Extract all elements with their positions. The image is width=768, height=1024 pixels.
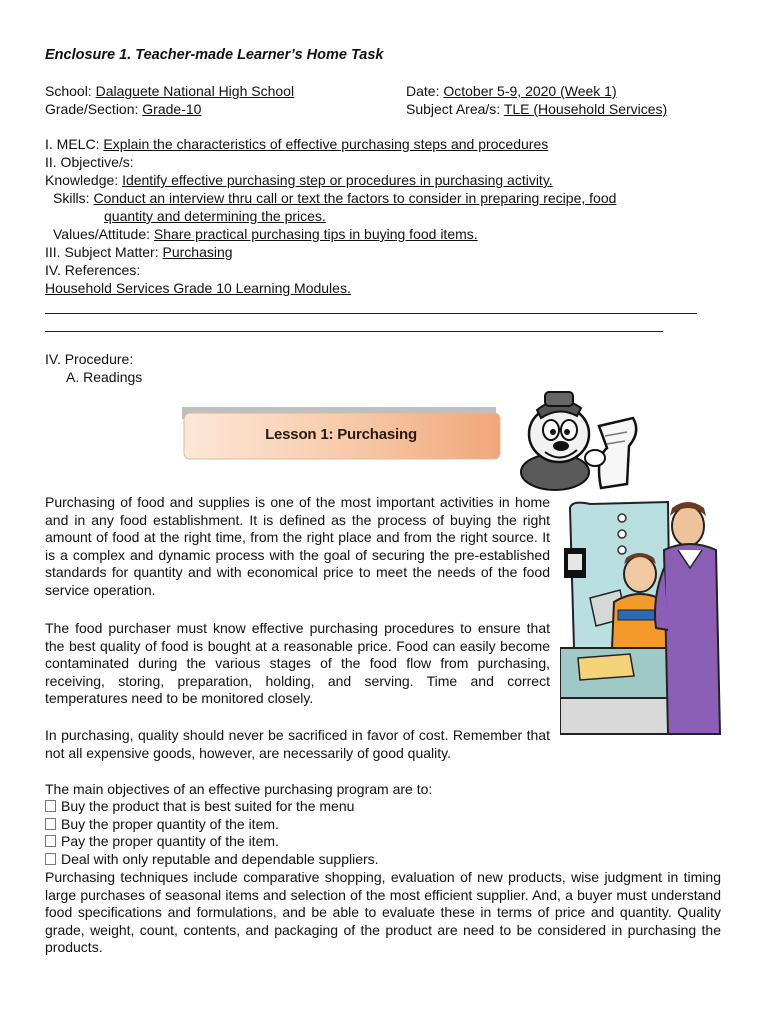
document-title: Enclosure 1. Teacher-made Learner’s Home Task (45, 47, 384, 63)
checkbox-icon (45, 835, 56, 847)
values-label: Values/Attitude: (53, 226, 154, 242)
date-row (406, 82, 617, 100)
values-value: Share practical purchasing tips in buying food items. (153, 226, 478, 242)
grade-label: Grade/Section: (45, 101, 143, 117)
list-item: Buy the proper quantity of the item. (45, 816, 279, 834)
knowledge-label: Knowledge: (45, 172, 123, 188)
subject-matter-value: Purchasing (162, 244, 233, 260)
references-heading: IV. References: (45, 262, 141, 278)
references-value: Household Services Grade 10 Learning Modules. (45, 280, 351, 296)
school-row (45, 82, 294, 100)
paragraph-techniques: Purchasing techniques include comparative shopping, evaluation of new products, wise judgment in timing large purchases of seasonal items and selection of the most efficient supplier. And, a buyer must understand food specifications and formulations, and be able to evaluate these in terms of price and quantity. Quality grade, weight, count, contents, and packaging of the product are need to be considered in purchasing the products. (45, 869, 721, 956)
melc-value: Explain the characteristics of effective purchasing steps and procedures (103, 136, 549, 152)
blank-rule-2 (45, 331, 663, 332)
skills-value-1: Conduct an interview thru call or text the factors to consider in preparing recipe, food (93, 190, 617, 206)
paragraph-objectives-intro: The main objectives of an effective purchasing program are to: (45, 781, 433, 797)
date-value: October 5-9, 2020 (Week 1) (443, 83, 617, 99)
subject-value: TLE (Household Services) (503, 101, 668, 117)
skills-row (53, 189, 616, 207)
list-item: Buy the product that is best suited for the menu (45, 798, 354, 816)
skills-value-2: quantity and determining the prices. (104, 208, 326, 224)
values-row (53, 225, 478, 243)
checkbox-icon (45, 853, 56, 865)
objectives-heading: II. Objective/s: (45, 154, 134, 170)
paragraph-definition: Purchasing of food and supplies is one of the most important activities in home and in any food establishment. It is defined as the process of buying the right amount of food at the right time, from the right place and from the right source. It is a complex and dynamic process with the goal of securing the pre-established standards for quantity and with economical price to meet the needs of the food service operation. (45, 494, 550, 598)
checkbox-icon (45, 818, 56, 830)
paragraph-procedures: The food purchaser must know effective purchasing procedures to ensure that the best quality of food is bought at a reasonable price. Food can easily become contaminated during the various stages of the food flow from purchasing, receiving, storing, preparation, holding, and serving. Time and correct temperatures need to be monitored closely. (45, 620, 550, 707)
skills-label: Skills: (53, 190, 94, 206)
subject-row (406, 100, 667, 118)
subject-matter-row (45, 243, 233, 261)
list-item: Deal with only reputable and dependable suppliers. (45, 851, 379, 869)
date-label: Date: (406, 83, 444, 99)
shopping-clerk-image (560, 498, 722, 738)
lesson-banner-text: Lesson 1: Purchasing (265, 425, 417, 443)
grade-row (45, 100, 201, 118)
knowledge-value: Identify effective purchasing step or procedures in purchasing activity. (122, 172, 553, 188)
procedure-sub: A. Readings (66, 369, 143, 385)
blank-rule-1 (45, 313, 697, 314)
school-label: School: (45, 83, 96, 99)
subject-label: Subject Area/s: (406, 101, 504, 117)
procedure-heading: IV. Procedure: (45, 351, 134, 367)
school-value: Dalaguete National High School (95, 83, 295, 99)
paragraph-quality: In purchasing, quality should never be sacrificed in favor of cost. Remember that not all expensive goods, however, are necessarily of good quality. (45, 727, 550, 761)
checkbox-icon (45, 800, 56, 812)
grade-value: Grade-10 (142, 101, 202, 117)
lesson-banner (180, 405, 502, 463)
melc-row (45, 135, 548, 153)
knowledge-row (45, 171, 553, 189)
melc-label: I. MELC: (45, 136, 104, 152)
list-item: Pay the proper quantity of the item. (45, 833, 279, 851)
cartoon-mascot-image (515, 388, 647, 492)
subject-matter-label: III. Subject Matter: (45, 244, 163, 260)
